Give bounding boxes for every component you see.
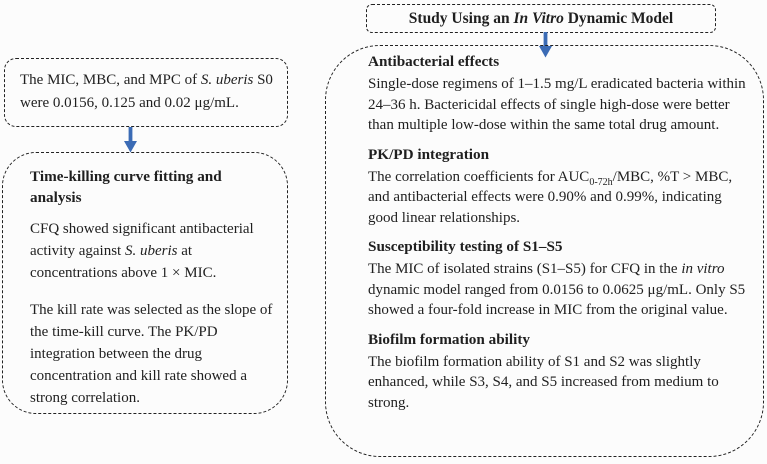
section-body-antibacterial-effects: Single-dose regimens of 1–1.5 mg/L eradicated bacteria within 24–36 h. Bactericidal effects of single high-dose were better than multiple low-dose within the same total drug amount. [368,76,750,133]
section-pkpd-integration [368,144,747,229]
section-heading-biofilm-formation: Biofilm formation ability [368,330,530,348]
study-title-text: Study Using an In Vitro Dynamic Model [408,9,674,27]
section-heading-susceptibility-testing: Susceptibility testing of S1–S5 [368,238,563,255]
section-heading-pkpd-integration: PK/PD integration [368,145,490,163]
time-killing-para-2: The kill rate was selected as the slope of the time-kill curve. The PK/PD integration between the drug concentration and kill rate showed a strong correlation. [30,302,277,406]
section-body-pkpd-integration: The correlation coefficients for $AUC_{0-72h}$/MBC, %T > MBC, and antibacterial effects were 0.90% and 0.99%, indicating good linear relationships. [368,168,736,226]
mic-summary-box [4,58,288,127]
section-biofilm-formation [368,329,747,414]
down-arrow-icon [123,127,138,153]
section-susceptibility-testing [368,236,747,321]
time-killing-heading: Time-killing curve fitting and analysis [30,168,222,206]
mic-summary-text: The MIC, MBC, and MPC of S. uberis S0 were 0.0156, 0.125 and 0.02 μg/mL. [20,72,277,111]
time-killing-box [2,152,288,414]
time-killing-para-1: CFQ showed significant antibacterial activity against S. uberis at concentrations above 1 × MIC. [30,221,258,281]
section-body-susceptibility-testing: The MIC of isolated strains (S1–S5) for CFQ in the in vitro dynamic model ranged from 0.0156 to 0.0625 μg/mL. Only S5 showed a four-fold increase in MIC from the original value. [368,261,749,318]
study-title-box [366,4,716,33]
section-heading-antibacterial-effects: Antibacterial effects [368,53,500,70]
section-antibacterial-effects [368,51,750,136]
dynamic-model-results-box [325,45,764,457]
section-body-biofilm-formation: The biofilm formation ability of S1 and S2 was slightly enhanced, while S3, S4, and S5 increased from medium to strong. [368,353,723,411]
